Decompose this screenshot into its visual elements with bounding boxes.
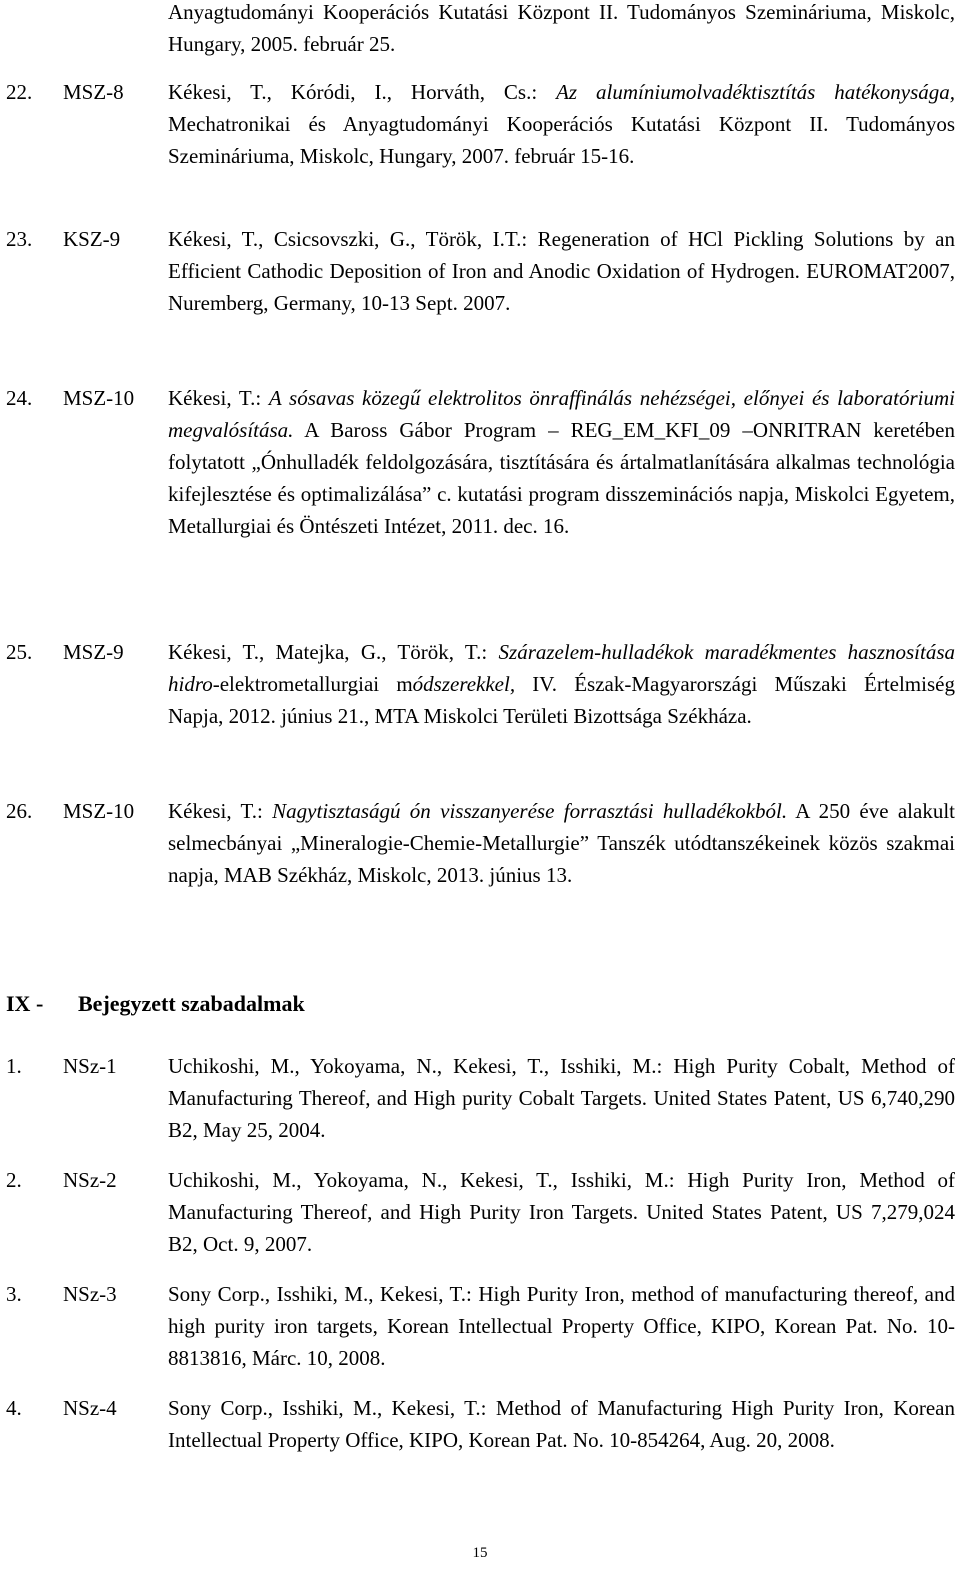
entry-authors: Kékesi, T., Matejka, G., Török, T.: [168,640,499,664]
entry-title: Az alumíniumolvadéktisztítás hatékonysága, [556,80,955,104]
patent-code: NSz-4 [63,1396,117,1420]
entry-authors: Kékesi, T.: [168,799,273,823]
entry-title-end: ódszerekkel, [412,672,516,696]
section-title: Bejegyzett szabadalmak [78,991,305,1016]
section-number: IX - [6,991,44,1016]
entry-text [168,382,955,542]
entry-authors: Kékesi, T., Kóródi, I., Horváth, Cs.: [168,80,557,104]
entry-title-mid: elektrometallurgiai m [219,672,413,696]
entry-authors: Kékesi, T., Csicsovszki, G., Török, I.T.: [168,227,538,251]
entry-number: 22. [6,80,33,104]
entry-number: 23. [6,227,33,251]
entry-text [168,76,955,172]
patent-text: Uchikoshi, M., Yokoyama, N., Kekesi, T., Isshiki, M.: High Purity Cobalt, Method of Manufacturing Thereof, and High purity Cobalt Targets. United States Patent, US 6,740,290 B2, May 25, 2004. [168,1054,955,1142]
entry-code: MSZ-10 [63,799,135,823]
patent-code: NSz-2 [63,1168,117,1192]
patent-text: Sony Corp., Isshiki, M., Kekesi, T.: Method of Manufacturing High Purity Iron, Korean Intellectual Property Office, KIPO, Korean Pat. No. 10-854264, Aug. 20, 2008. [168,1396,955,1452]
entry-rest: A Baross Gábor Program – REG_EM_KFI_09 –ONRITRAN keretében folytatott „Ónhulladék feldolgozására, tisztítására és ártalmatlanítására alkalmas technológia kifejlesztése és optimalizálása” c. kutatási program disszeminációs napja, Miskolci Egyetem, Metallurgiai és Öntészeti Intézet, 2011. dec. 16. [168,418,955,538]
entry-rest: A 250 éve alakult selmecbányai „Mineralogie-Chemie-Metallurgie” Tanszék utódtanszékeinek közös szakmai napja, MAB Székház, Miskolc, 2013. június 13. [168,799,955,887]
entry-code: MSZ-10 [63,386,135,410]
patent-number: 4. [6,1396,22,1420]
entry-text [168,223,955,319]
patent-number: 1. [6,1054,22,1078]
entry-title: A sósavas közegű elektrolitos önraffinálás nehézségei, előnyei és laboratóriumi megvalósítása. [168,386,955,442]
entry-code: MSZ-9 [63,640,124,664]
patent-code: NSz-1 [63,1054,117,1078]
patent-number: 2. [6,1168,22,1192]
entry-text [168,636,955,732]
entry-number: 25. [6,640,33,664]
page-number: 15 [472,1545,488,1561]
entry-title: Nagytisztaságú ón visszanyerése forrasztási hulladékokból. [272,799,788,823]
entry-rest: IV. Észak-Magyarországi Műszaki Értelmiség Napja, 2012. június 21., MTA Miskolci Területi Bizottsága Székháza. [168,672,955,728]
entry-number: 26. [6,799,33,823]
entry-text [168,795,955,891]
entry-code: MSZ-8 [63,80,124,104]
entry-title: Szárazelem-hulladékok maradékmentes hasznosítása hidro- [168,640,956,696]
patent-code: NSz-3 [63,1282,117,1306]
entry-rest: Regeneration of HCl Pickling Solutions by an Efficient Cathodic Deposition of Iron and Anodic Oxidation of Hydrogen. EUROMAT2007, Nuremberg, Germany, 10-13 Sept. 2007. [168,227,955,315]
patent-text: Sony Corp., Isshiki, M., Kekesi, T.: High Purity Iron, method of manufacturing thereof, and high purity iron targets, Korean Intellectual Property Office, KIPO, Korean Pat. No. 10-8813816, Márc. 10, 2008. [168,1282,955,1370]
patent-number: 3. [6,1282,22,1306]
entry-authors: Kékesi, T.: [168,386,269,410]
patent-text: Uchikoshi, M., Yokoyama, N., Kekesi, T., Isshiki, M.: High Purity Iron, Method of Manufacturing Thereof, and High Purity Iron Targets. United States Patent, US 7,279,024 B2, Oct. 9, 2007. [168,1168,955,1256]
entry-code: KSZ-9 [63,227,121,251]
entry-number: 24. [6,386,33,410]
entry-rest: Mechatronikai és Anyagtudományi Kooperációs Kutatási Központ II. Tudományos Szemináriuma, Miskolc, Hungary, 2007. február 15-16. [168,112,955,168]
continuation-text: Anyagtudományi Kooperációs Kutatási Központ II. Tudományos Szemináriuma, Miskolc, Hungary, 2005. február 25. [168,0,955,56]
